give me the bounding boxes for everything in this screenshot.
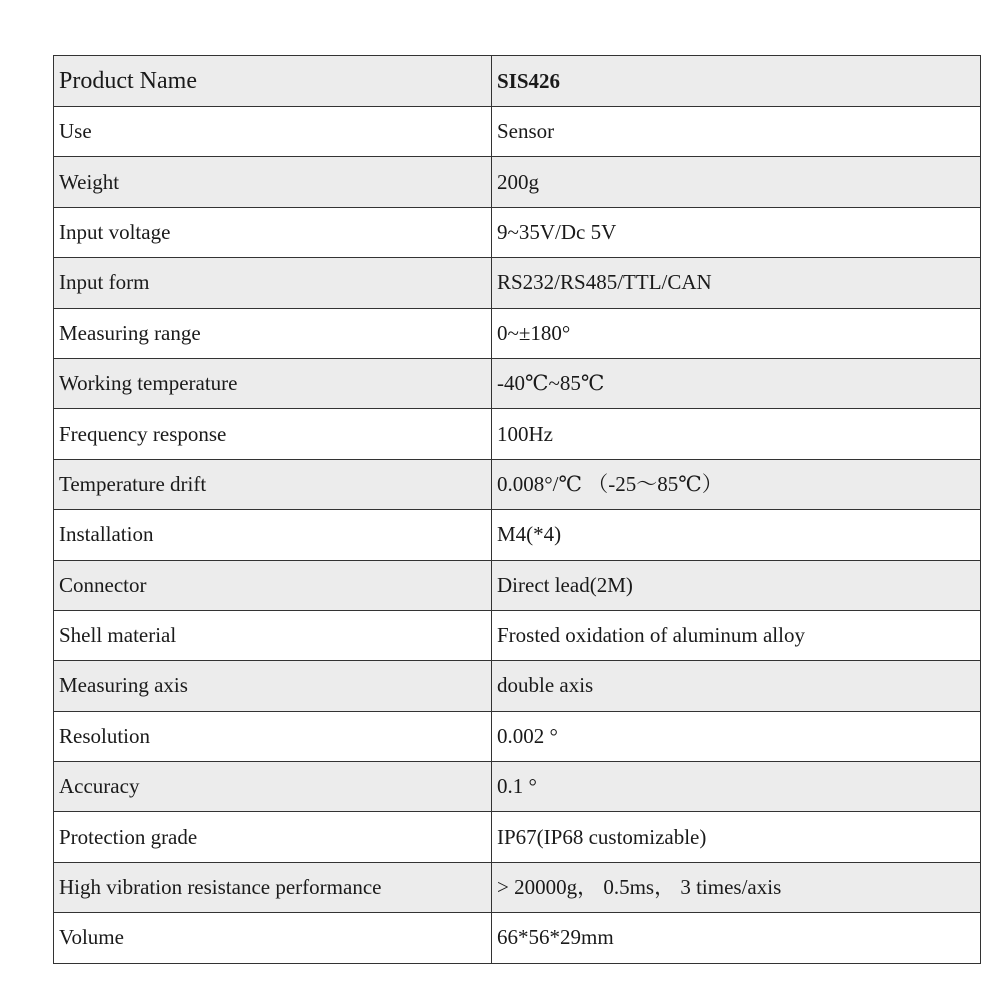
row-label: High vibration resistance performance xyxy=(54,862,492,912)
row-value: SIS426 xyxy=(492,56,981,107)
table-row xyxy=(54,711,981,761)
table-row xyxy=(54,207,981,257)
row-label: Shell material xyxy=(54,610,492,660)
table-row xyxy=(54,157,981,207)
row-label: Use xyxy=(54,107,492,157)
row-value: 0.008°/℃ （-25～85℃） xyxy=(492,459,981,509)
row-label: Protection grade xyxy=(54,812,492,862)
row-value: -40℃~85℃ xyxy=(492,358,981,408)
row-label: Resolution xyxy=(54,711,492,761)
table-row xyxy=(54,459,981,509)
table-row xyxy=(54,913,981,963)
row-label: Installation xyxy=(54,510,492,560)
table-row xyxy=(54,661,981,711)
row-value: 0~±180° xyxy=(492,308,981,358)
row-label: Frequency response xyxy=(54,409,492,459)
row-value: 200g xyxy=(492,157,981,207)
row-value: IP67(IP68 customizable) xyxy=(492,812,981,862)
row-value: > 20000g， 0.5ms， 3 times/axis xyxy=(492,862,981,912)
row-label: Input form xyxy=(54,258,492,308)
row-value: 100Hz xyxy=(492,409,981,459)
row-value: 0.002 ° xyxy=(492,711,981,761)
row-value: 9~35V/Dc 5V xyxy=(492,207,981,257)
row-label: Measuring range xyxy=(54,308,492,358)
table-row xyxy=(54,610,981,660)
row-label: Connector xyxy=(54,560,492,610)
table-row xyxy=(54,358,981,408)
row-value: Sensor xyxy=(492,107,981,157)
spec-table xyxy=(53,55,981,964)
table-row xyxy=(54,862,981,912)
table-row xyxy=(54,107,981,157)
row-value: 66*56*29mm xyxy=(492,913,981,963)
row-label: Volume xyxy=(54,913,492,963)
row-value: Frosted oxidation of aluminum alloy xyxy=(492,610,981,660)
row-value: RS232/RS485/TTL/CAN xyxy=(492,258,981,308)
table-row xyxy=(54,560,981,610)
row-value: M4(*4) xyxy=(492,510,981,560)
row-label: Product Name xyxy=(54,56,492,107)
row-value: Direct lead(2M) xyxy=(492,560,981,610)
table-row xyxy=(54,258,981,308)
row-label: Working temperature xyxy=(54,358,492,408)
table-row xyxy=(54,409,981,459)
row-label: Input voltage xyxy=(54,207,492,257)
row-label: Temperature drift xyxy=(54,459,492,509)
row-value: double axis xyxy=(492,661,981,711)
table-row xyxy=(54,762,981,812)
table-row xyxy=(54,510,981,560)
row-label: Accuracy xyxy=(54,762,492,812)
table-row-product-name xyxy=(54,56,981,107)
table-row xyxy=(54,812,981,862)
row-value: 0.1 ° xyxy=(492,762,981,812)
table-row xyxy=(54,308,981,358)
row-label: Measuring axis xyxy=(54,661,492,711)
row-label: Weight xyxy=(54,157,492,207)
